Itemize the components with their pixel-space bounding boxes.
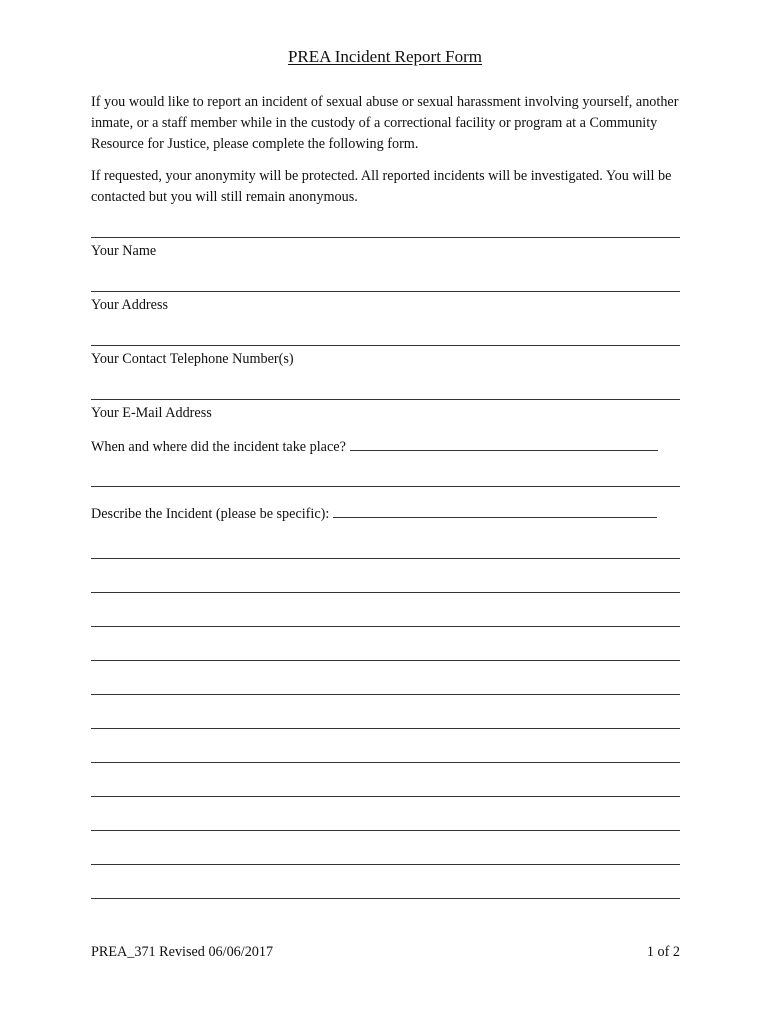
- incident-when-where-row: [91, 438, 658, 456]
- address-field-label: Your Address: [91, 297, 168, 313]
- description-line[interactable]: [91, 694, 680, 695]
- incident-when-where-inline-line[interactable]: [350, 449, 658, 451]
- description-line[interactable]: [91, 864, 680, 865]
- name-field-line[interactable]: [91, 237, 680, 238]
- incident-when-where-label: When and where did the incident take place?: [91, 439, 346, 455]
- description-line[interactable]: [91, 558, 680, 559]
- email-field-label: Your E-Mail Address: [91, 405, 212, 421]
- address-field-line[interactable]: [91, 291, 680, 292]
- describe-incident-row: [91, 505, 657, 523]
- anonymity-paragraph: If requested, your anonymity will be protected. All reported incidents will be investigated. You will be contacted but you will still remain anonymous.: [91, 168, 672, 205]
- footer-page-indicator: 1 of 2: [646, 944, 680, 960]
- name-field-label: Your Name: [91, 243, 157, 259]
- description-line[interactable]: [91, 898, 680, 899]
- page-title: PREA Incident Report Form: [287, 47, 483, 66]
- phone-field-label: Your Contact Telephone Number(s): [91, 351, 294, 367]
- description-line[interactable]: [91, 796, 680, 797]
- footer-form-id: PREA_371 Revised 06/06/2017: [91, 944, 274, 960]
- intro-paragraph: If you would like to report an incident of sexual abuse or sexual harassment involving yourself, another inmate, or a staff member while in the custody of a correctional facility or program at a Community Resource for Justice, please complete the following form.: [91, 94, 679, 152]
- describe-incident-inline-line[interactable]: [333, 516, 657, 518]
- description-line[interactable]: [91, 592, 680, 593]
- email-field-line[interactable]: [91, 399, 680, 400]
- incident-when-where-line[interactable]: [91, 486, 680, 487]
- description-line[interactable]: [91, 762, 680, 763]
- description-line[interactable]: [91, 830, 680, 831]
- description-line[interactable]: [91, 728, 680, 729]
- description-line[interactable]: [91, 660, 680, 661]
- phone-field-line[interactable]: [91, 345, 680, 346]
- describe-incident-label: Describe the Incident (please be specific):: [91, 506, 330, 522]
- description-line[interactable]: [91, 626, 680, 627]
